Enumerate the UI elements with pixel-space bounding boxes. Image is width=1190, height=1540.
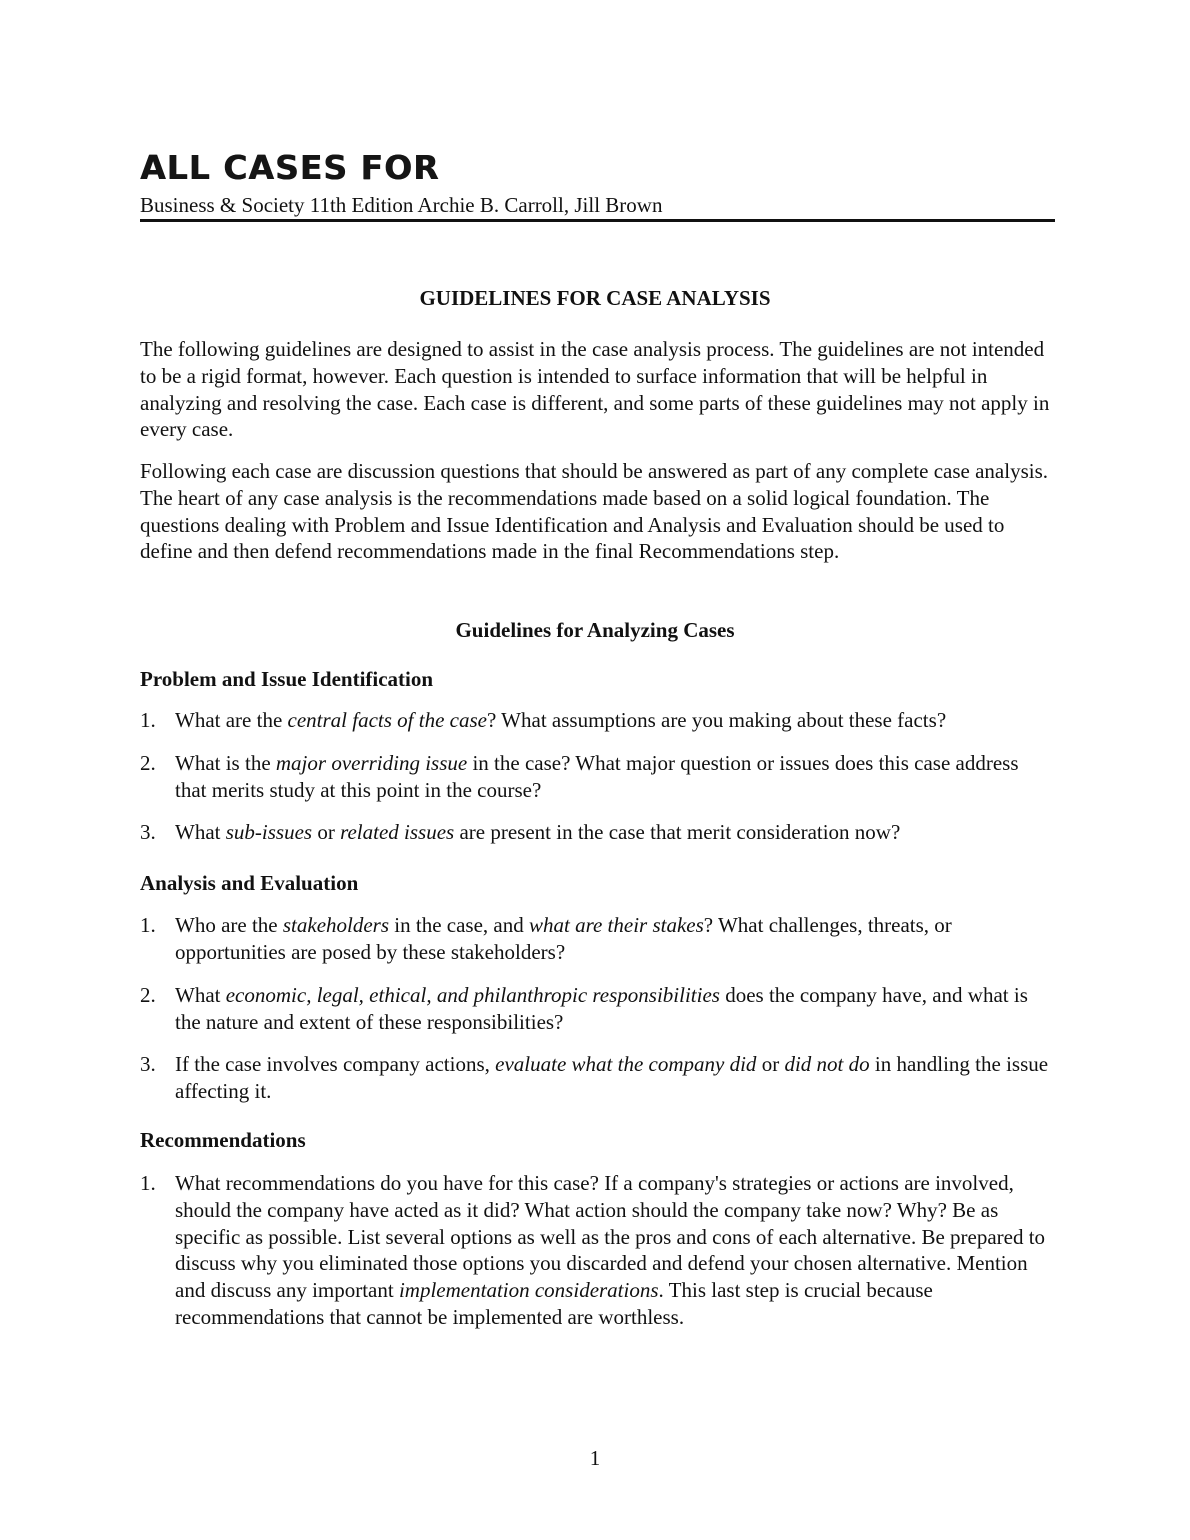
intro-paragraph: The following guidelines are designed to assist in the case analysis process. The guidelines are not intended to be a rigid format, however. Each question is intended to surface information that will be helpful in analyzing and resolving the case. Each case is different, and some parts of these guidelines may not apply in every case. — [140, 337, 1050, 442]
document-title: ALL CASES FOR — [140, 148, 440, 187]
item-number: 1. — [140, 708, 156, 732]
item-emphasis: implementation considerations — [398, 1278, 659, 1303]
page-number: 1 — [589, 1446, 601, 1470]
main-heading: GUIDELINES FOR CASE ANALYSIS — [419, 286, 771, 310]
item-text — [175, 982, 1055, 1036]
header-divider — [140, 219, 1055, 222]
item-text — [175, 707, 1055, 734]
list-item — [140, 912, 1055, 966]
document-subtitle: Business & Society 11th Edition Archie B. Carroll, Jill Brown — [140, 193, 663, 217]
item-text-run: Who are the — [175, 913, 283, 937]
item-emphasis: evaluate what the company did — [495, 1052, 757, 1076]
item-text-run: ? What assumptions are you making about these facts? — [486, 708, 947, 732]
item-text-run: If the case involves company actions, — [175, 1052, 496, 1076]
list-item — [140, 1051, 1055, 1105]
list-item — [140, 750, 1055, 804]
item-text-run: What is the — [175, 751, 276, 775]
item-text-run: does the company have, and what is the nature and extent of these responsibilities? — [175, 983, 1028, 1034]
item-number: 2. — [140, 983, 156, 1007]
item-text-run: in the case, and — [389, 913, 529, 937]
item-emphasis: central facts of the case — [287, 708, 487, 732]
item-text-run: in handling the issue affecting it. — [175, 1052, 1049, 1103]
item-emphasis: major overriding issue — [275, 751, 468, 775]
item-text-run: What are the — [175, 708, 288, 732]
item-text-run: are present in the case that merit consideration now? — [454, 820, 901, 844]
item-text-run: in the case? What major question or issues does this case address that merits study at this point in the course? — [175, 751, 1019, 802]
item-text — [175, 1051, 1055, 1105]
item-text-run: . This last step is crucial because recommendations that cannot be implemented are worthless. — [175, 1278, 933, 1329]
item-text — [175, 912, 1055, 966]
section-title: Analysis and Evaluation — [140, 871, 359, 895]
item-emphasis: sub-issues — [225, 820, 313, 844]
item-text-run: What — [175, 983, 226, 1007]
item-number: 1. — [140, 913, 156, 937]
item-emphasis: what are their stakes — [528, 913, 704, 937]
guidelines-subheading: Guidelines for Analyzing Cases — [455, 618, 735, 642]
item-text-run: or — [312, 820, 341, 844]
item-number: 1. — [140, 1171, 156, 1195]
item-text — [175, 1170, 1055, 1331]
section-title: Recommendations — [140, 1128, 306, 1152]
item-emphasis: related issues — [340, 820, 455, 844]
item-text-run: or — [756, 1052, 785, 1076]
intro-paragraph: Following each case are discussion questions that should be answered as part of any complete case analysis. The heart of any case analysis is the recommendations made based on a solid logical foundation. The questions dealing with Problem and Issue Identification and Analysis and Evaluation should be used to define and then defend recommendations made in the final Recommendations step. — [140, 459, 1048, 564]
list-item — [140, 1170, 1055, 1331]
item-emphasis: stakeholders — [282, 913, 390, 937]
item-text — [175, 819, 1055, 846]
item-number: 3. — [140, 820, 156, 844]
list-item — [140, 707, 1055, 734]
item-text — [175, 750, 1055, 804]
item-number: 2. — [140, 751, 156, 775]
item-emphasis: did not do — [784, 1052, 870, 1076]
list-item — [140, 982, 1055, 1036]
item-text-run: ? What challenges, threats, or opportunities are posed by these stakeholders? — [175, 913, 952, 964]
item-number: 3. — [140, 1052, 156, 1076]
section-title: Problem and Issue Identification — [140, 667, 434, 691]
item-text-run: What — [175, 820, 226, 844]
list-item — [140, 819, 1055, 846]
item-emphasis: economic, legal, ethical, and philanthropic responsibilities — [225, 983, 720, 1007]
item-text-run: What recommendations do you have for this case? If a company's strategies or actions are involved, should the company have acted as it did? What action should the company take now? Why? Be as specific as possible. List several options as well as the pros and cons of each alternative. Be prepared to discuss why you eliminated those options you discarded and defend your chosen alternative. Mention and discuss any important — [175, 1171, 1046, 1303]
